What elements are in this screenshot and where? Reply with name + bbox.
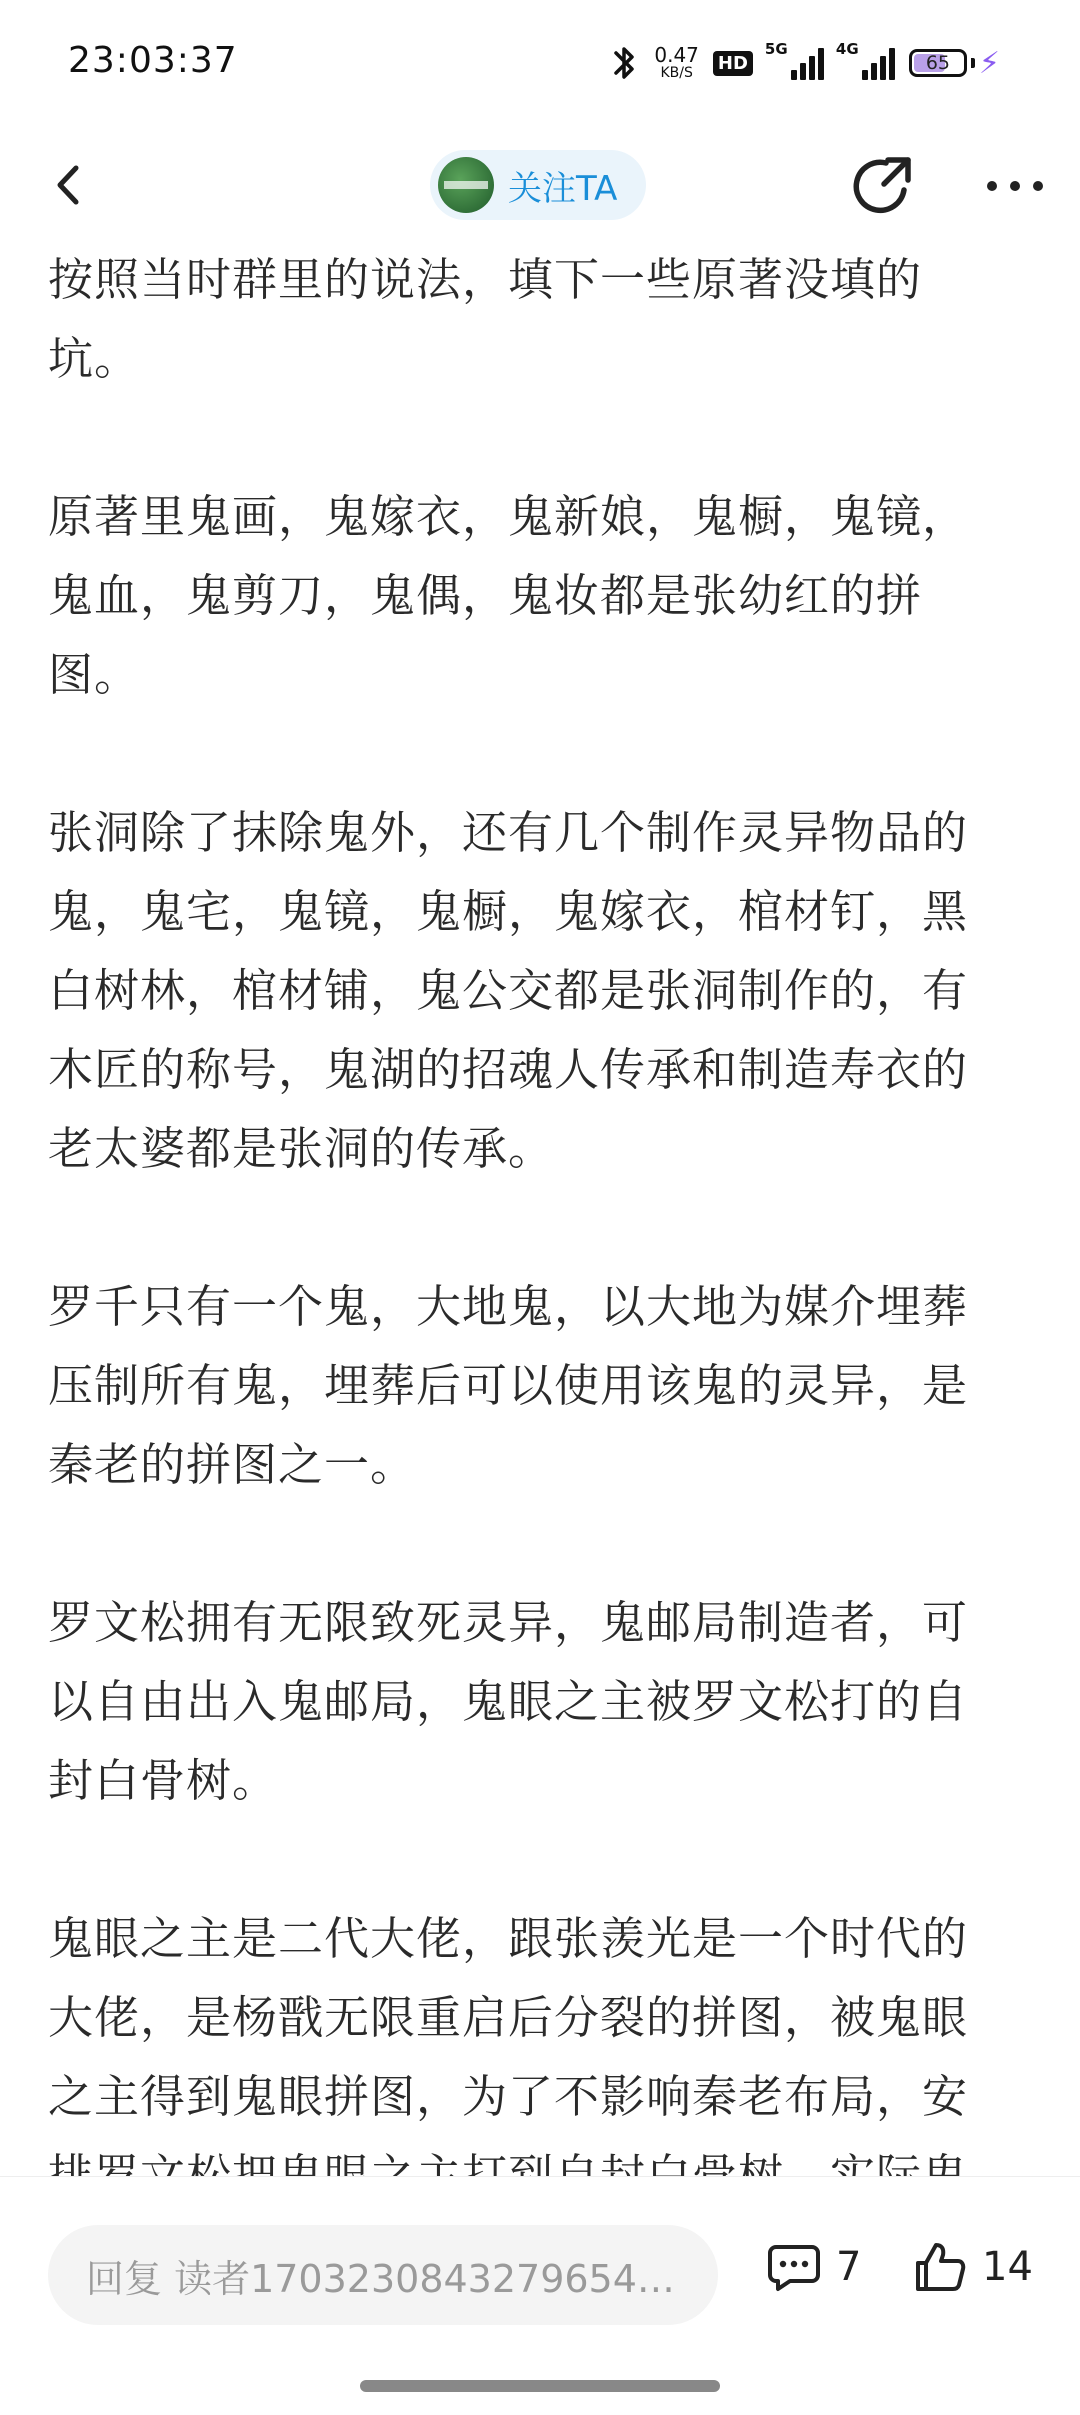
- article-paragraph: 原著里鬼画，鬼嫁衣，鬼新娘，鬼橱，鬼镜， 鬼血，鬼剪刀，鬼偶，鬼妆都是张幼红的拼 图。: [48, 490, 969, 701]
- status-bar: [0, 0, 1080, 130]
- net-speed-value: 0.47: [654, 42, 699, 67]
- comment-icon: [766, 2239, 822, 2295]
- battery-icon: [909, 46, 1000, 81]
- like-button[interactable]: [912, 2239, 1033, 2295]
- article-paragraph: 张洞除了抹除鬼外，还有几个制作灵异物品的 鬼，鬼宅，鬼镜，鬼橱，鬼嫁衣，棺材钉，黑 白树林，棺材铺，鬼公交都是张洞制作的，有 木匠的称号，鬼湖的招魂人传承和制造寿衣的 老太婆都是张洞的传承。: [48, 806, 969, 1175]
- author-avatar: [438, 157, 494, 213]
- home-indicator[interactable]: [360, 2380, 720, 2392]
- status-time: 23:03:37: [68, 40, 238, 81]
- net-speed-unit: KB/S: [660, 64, 693, 81]
- signal-4g-label: 4G: [835, 40, 859, 58]
- share-icon[interactable]: [846, 150, 918, 222]
- article-paragraph: 鬼眼之主是二代大佬，跟张羡光是一个时代的 大佬，是杨戬无限重启后分裂的拼图，被鬼眼 之主得到鬼眼拼图，为了不影响秦老布局，安: [48, 1912, 969, 2123]
- article-paragraph: 罗千只有一个鬼，大地鬼，以大地为媒介埋葬 压制所有鬼，埋葬后可以使用该鬼的灵异，是 秦老的拼图之一。: [48, 1280, 969, 1491]
- bluetooth-icon: [610, 40, 640, 86]
- signal-4g-icon: [835, 40, 895, 80]
- back-icon[interactable]: [42, 150, 102, 220]
- signal-5g-icon: [764, 40, 824, 80]
- more-options-icon[interactable]: [980, 166, 1050, 206]
- status-icons: [610, 38, 1000, 88]
- battery-level: 65: [925, 52, 951, 74]
- thumbs-up-icon: [912, 2239, 968, 2295]
- net-speed: [654, 42, 699, 81]
- signal-5g-label: 5G: [764, 40, 788, 58]
- article-body: [48, 240, 1028, 2175]
- article-paragraph: 罗文松拥有无限致死灵异，鬼邮局制造者，可 以自由出入鬼邮局，鬼眼之主被罗文松打的自 封白骨树。: [48, 1596, 969, 1807]
- like-count: 14: [982, 2244, 1033, 2290]
- comment-button[interactable]: [766, 2239, 861, 2295]
- follow-label: 关注TA: [508, 168, 618, 209]
- top-nav-bar: [0, 130, 1080, 240]
- article-paragraph: 按照当时群里的说法，填下一些原著没填的 坑。: [48, 253, 923, 385]
- charging-icon: ⚡︎: [978, 45, 1000, 81]
- reply-placeholder: 回复 读者1703230843279654…: [86, 2256, 675, 2301]
- comment-count: 7: [836, 2244, 862, 2290]
- follow-button[interactable]: [430, 150, 646, 220]
- reply-input[interactable]: [48, 2225, 718, 2325]
- hd-voice-icon: HD: [713, 51, 753, 76]
